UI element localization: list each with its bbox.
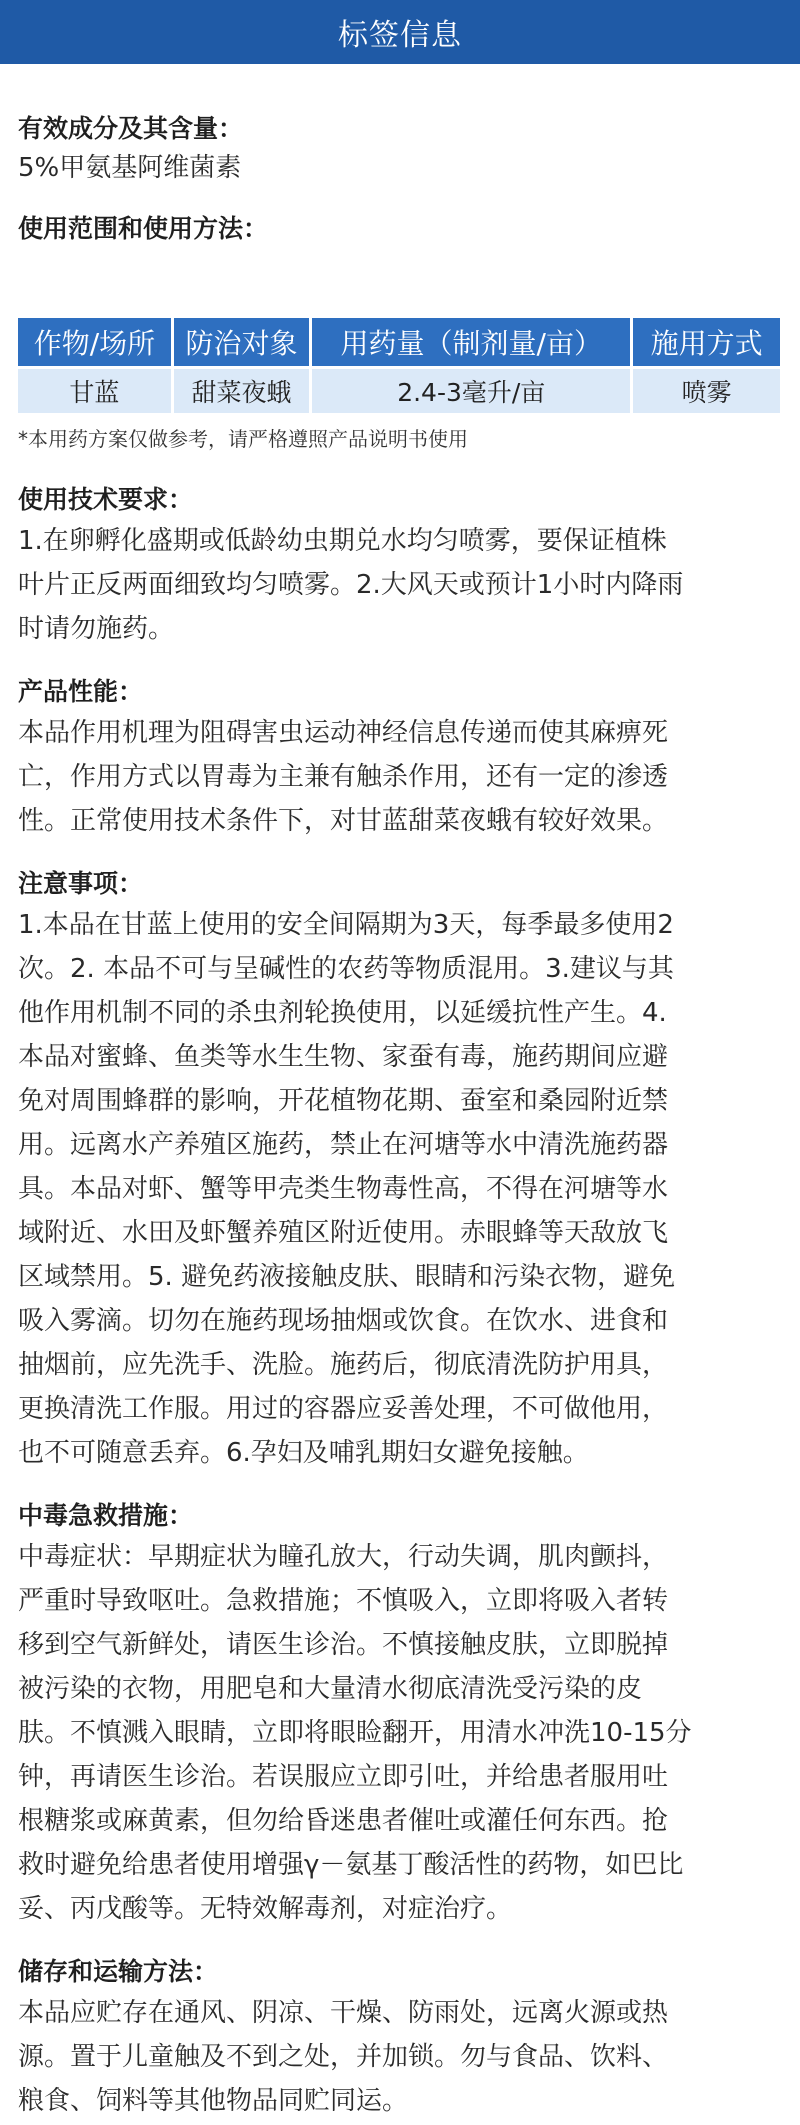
caution-line: 具。本品对虾、蟹等甲壳类生物毒性高，不得在河塘等水 bbox=[18, 1174, 669, 1204]
caution-line: 更换清洗工作服。用过的容器应妥善处理，不可做他用， bbox=[18, 1394, 669, 1424]
firstaid-line: 妥、丙戊酸等。无特效解毒剂，对症治疗。 bbox=[18, 1894, 513, 1924]
performance-text bbox=[18, 711, 782, 843]
storage-text bbox=[18, 1991, 782, 2123]
caution-line: 域附近、水田及虾蟹养殖区附近使用。赤眼蜂等天敌放飞 bbox=[18, 1218, 669, 1248]
storage-line: 粮食、饲料等其他物品同贮同运。 bbox=[18, 2086, 409, 2116]
caution-line: 次。2. 本品不可与呈碱性的农药等物质混用。3.建议与其 bbox=[18, 954, 674, 984]
performance-line: 性。正常使用技术条件下，对甘蓝甜菜夜蛾有较好效果。 bbox=[18, 806, 669, 836]
firstaid-line: 中毒症状：早期症状为瞳孔放大，行动失调，肌肉颤抖， bbox=[18, 1542, 669, 1572]
caution-line: 本品对蜜蜂、鱼类等水生生物、家蚕有毒，施药期间应避 bbox=[18, 1042, 669, 1072]
storage-heading: 储存和运输方法： bbox=[18, 1957, 219, 1986]
cell-target: 甜菜夜蛾 bbox=[174, 369, 309, 413]
ingredient-value: 5%甲氨基阿维菌素 bbox=[18, 153, 242, 183]
tech-text bbox=[18, 519, 782, 651]
col-dosage: 用药量（制剂量/亩） bbox=[312, 318, 630, 369]
caution-line: 用。远离水产养殖区施药，禁止在河塘等水中清洗施药器 bbox=[18, 1130, 669, 1160]
firstaid-line: 肤。不慎溅入眼睛，立即将眼睑翻开，用清水冲洗10-15分 bbox=[18, 1718, 692, 1748]
firstaid-heading: 中毒急救措施： bbox=[18, 1501, 194, 1530]
caution-line: 抽烟前，应先洗手、洗脸。施药后，彻底清洗防护用具， bbox=[18, 1350, 669, 1380]
ingredient-heading: 有效成分及其含量： bbox=[18, 114, 244, 143]
usage-heading: 使用范围和使用方法： bbox=[18, 214, 269, 243]
tech-line: 叶片正反两面细致均匀喷雾。2.大风天或预计1小时内降雨 bbox=[18, 570, 684, 600]
caution-line: 他作用机制不同的杀虫剂轮换使用，以延缓抗性产生。4. bbox=[18, 998, 667, 1028]
table-row bbox=[18, 369, 780, 413]
col-method: 施用方式 bbox=[633, 318, 780, 369]
performance-line: 亡，作用方式以胃毒为主兼有触杀作用，还有一定的渗透 bbox=[18, 762, 669, 792]
caution-heading: 注意事项： bbox=[18, 869, 144, 898]
firstaid-line: 严重时导致呕吐。急救措施；不慎吸入，立即将吸入者转 bbox=[18, 1586, 669, 1616]
storage-line: 本品应贮存在通风、阴凉、干燥、防雨处，远离火源或热 bbox=[18, 1998, 669, 2028]
cell-crop: 甘蓝 bbox=[18, 369, 171, 413]
firstaid-line: 移到空气新鲜处，请医生诊治。不慎接触皮肤，立即脱掉 bbox=[18, 1630, 669, 1660]
caution-line: 也不可随意丢弃。6.孕妇及哺乳期妇女避免接触。 bbox=[18, 1438, 589, 1468]
page-title: 标签信息 bbox=[338, 18, 462, 53]
caution-line: 免对周围蜂群的影响，开花植物花期、蚕室和桑园附近禁 bbox=[18, 1086, 669, 1116]
firstaid-line: 根糖浆或麻黄素，但勿给昏迷患者催吐或灌任何东西。抢 bbox=[18, 1806, 669, 1836]
caution-line: 区域禁用。5. 避免药液接触皮肤、眼睛和污染衣物，避免 bbox=[18, 1262, 676, 1292]
col-target: 防治对象 bbox=[174, 318, 309, 369]
dosage-table bbox=[15, 318, 783, 413]
dosage-table-header-row bbox=[18, 318, 780, 369]
caution-text bbox=[18, 903, 782, 1475]
firstaid-line: 被污染的衣物，用肥皂和大量清水彻底清洗受污染的皮 bbox=[18, 1674, 643, 1704]
firstaid-line: 救时避免给患者使用增强γ－氨基丁酸活性的药物，如巴比 bbox=[18, 1850, 684, 1880]
performance-line: 本品作用机理为阻碍害虫运动神经信息传递而使其麻痹死 bbox=[18, 718, 669, 748]
caution-line: 1.本品在甘蓝上使用的安全间隔期为3天，每季最多使用2 bbox=[18, 910, 674, 940]
storage-line: 源。置于儿童触及不到之处，并加锁。勿与食品、饮料、 bbox=[18, 2042, 669, 2072]
firstaid-text bbox=[18, 1535, 782, 1931]
page-header bbox=[0, 0, 800, 64]
cell-method: 喷雾 bbox=[633, 369, 780, 413]
cell-dosage: 2.4-3毫升/亩 bbox=[312, 369, 630, 413]
performance-heading: 产品性能： bbox=[18, 677, 144, 706]
caution-line: 吸入雾滴。切勿在施药现场抽烟或饮食。在饮水、进食和 bbox=[18, 1306, 669, 1336]
tech-line: 1.在卵孵化盛期或低龄幼虫期兑水均匀喷雾，要保证植株 bbox=[18, 526, 667, 556]
tech-heading: 使用技术要求： bbox=[18, 485, 194, 514]
table-note: *本用药方案仅做参考，请严格遵照产品说明书使用 bbox=[18, 427, 468, 451]
col-crop: 作物/场所 bbox=[18, 318, 171, 369]
label-content bbox=[0, 110, 800, 248]
firstaid-line: 钟，再请医生诊治。若误服应立即引吐，并给患者服用吐 bbox=[18, 1762, 669, 1792]
tech-line: 时请勿施药。 bbox=[18, 614, 175, 644]
